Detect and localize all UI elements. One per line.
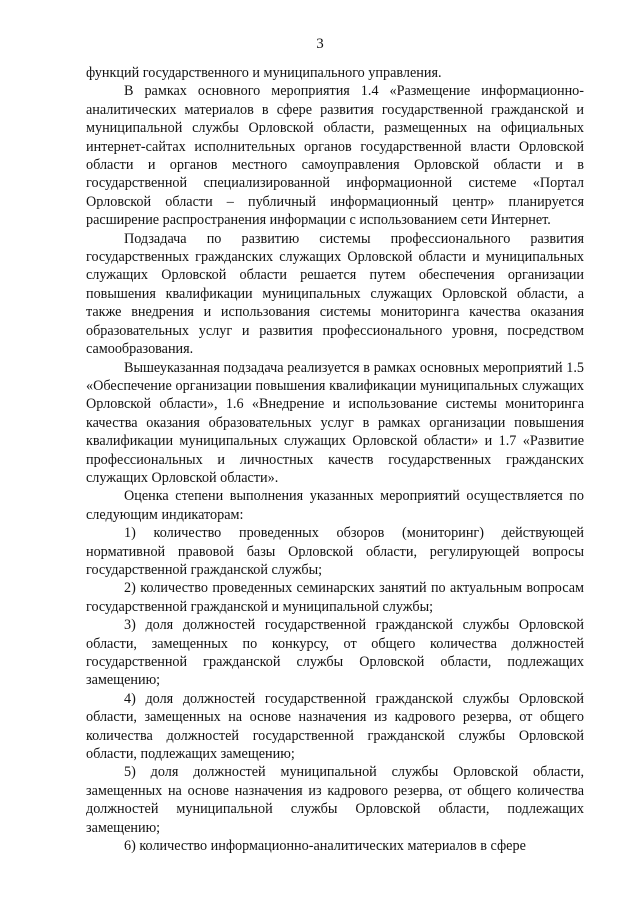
indicator-item-6: 6) количество информационно-аналитических материалов в сфере	[124, 838, 526, 855]
indicator-item-1: 1) количество проведенных обзоров (мониторинг) действующей нормативной правовой базы Орловской области, регулирующей вопросы государственной гражданской службы;	[86, 525, 584, 578]
indicator-item-2: 2) количество проведенных семинарских занятий по актуальным вопросам государственной гражданской и муниципальной службы;	[86, 580, 584, 615]
paragraph-activities-1-5-1-7: Вышеуказанная подзадача реализуется в рамках основных мероприятий 1.5 «Обеспечение организации повышения квалификации муниципальных служащих Орловской области», 1.6 «Внедрение и использование системы мониторинга качества оказания образовательных услуг в рамках организации повышения квалификации муниципальных служащих Орловской области» и 1.7 «Развитие профессиональных и личностных качеств государственных гражданских служащих Орловской области».	[86, 359, 584, 486]
page-number: 3	[316, 36, 324, 52]
document-body	[86, 64, 584, 855]
paragraph-indicators-intro: Оценка степени выполнения указанных мероприятий осуществляется по следующим индикаторам:	[86, 488, 584, 523]
paragraph-activity-1-4: В рамках основного мероприятия 1.4 «Размещение информационно-аналитических материалов в сфере развития государственной гражданской и муниципальной службы Орловской области, размещенных на официальных интернет-сайтах исполнительных органов государственной власти Орловской области и органов местного самоуправления Орловской области и в государственной специализированной информационной системе «Портал Орловской области – публичный информационный центр» планируется расширение распространения информации с использованием сети Интернет.	[86, 83, 584, 229]
indicator-item-3: 3) доля должностей государственной гражданской службы Орловской области, замещенных по конкурсу, от общего количества должностей государственной гражданской службы Орловской области, подлежащих замещению;	[86, 617, 584, 689]
indicator-item-5: 5) доля должностей муниципальной службы Орловской области, замещенных на основе назначения из кадрового резерва, от общего количества должностей муниципальной службы Орловской области, подлежащих замещению;	[86, 764, 584, 836]
indicator-item-4: 4) доля должностей государственной гражданской службы Орловской области, замещенных на основе назначения из кадрового резерва, от общего количества должностей государственной гражданской службы Орловской области, подлежащих замещению;	[86, 690, 584, 763]
paragraph-continuation: функций государственного и муниципального управления.	[86, 65, 442, 81]
paragraph-subtask: Подзадача по развитию системы профессионального развития государственных гражданских служащих Орловской области и муниципальных служащих Орловской области решается путем обеспечения организации повышения квалификации муниципальных служащих Орловской области, а также внедрения и использования системы мониторинга качества оказания образовательных услуг и развития профессионального уровня, посредством самообразования.	[86, 230, 584, 358]
